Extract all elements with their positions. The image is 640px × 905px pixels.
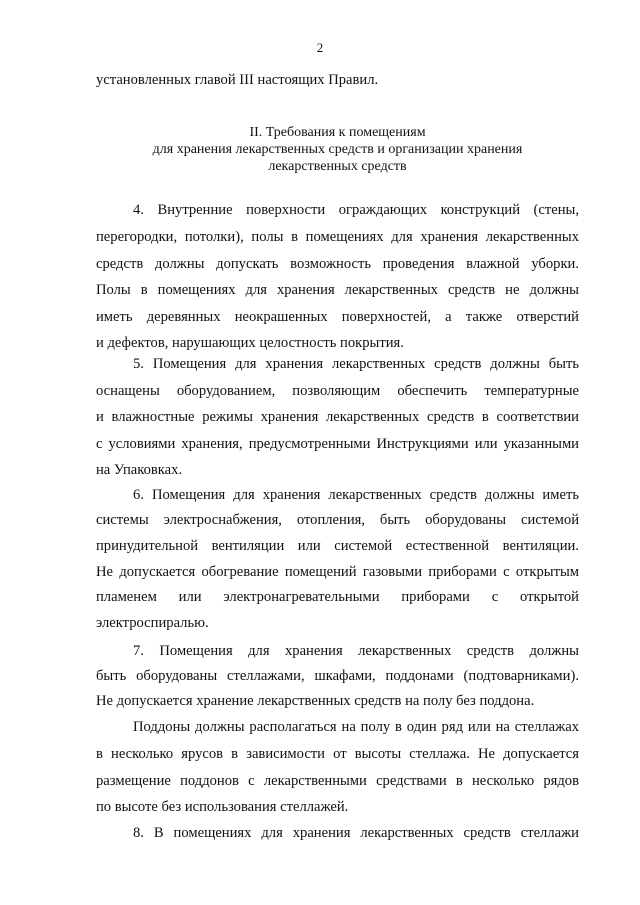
paragraph-8-line: 8. В помещениях для хранения лекарственных средств стеллажи [133,825,579,841]
paragraph-4-line: Полы в помещениях для хранения лекарственных средств не должны [96,282,579,298]
paragraph-5-line: 5. Помещения для хранения лекарственных средств должны быть [133,356,579,372]
paragraph-5-line: с условиями хранения, предусмотренными Инструкциями или указанными [96,436,579,452]
paragraph-5-line: на Упаковках. [96,462,183,478]
paragraph-6-line: принудительной вентиляции или системой естественной вентиляции. [96,538,579,554]
paragraph-6-line: пламенем или электронагревательными приборами с открытой [96,589,579,605]
paragraph-7-line: 7. Помещения для хранения лекарственных средств должны [133,643,579,659]
paragraph-7b-line: в несколько ярусов в зависимости от высоты стеллажа. Не допускается [96,746,579,762]
section-heading-line-2: для хранения лекарственных средств и организации хранения [152,142,523,157]
paragraph-6-line: 6. Помещения для хранения лекарственных средств должны иметь [133,487,579,503]
paragraph-6-line: системы электроснабжения, отопления, быть оборудованы системой [96,512,579,528]
paragraph-6-line: Не допускается обогревание помещений газовыми приборами с открытым [96,564,579,580]
paragraph-4-line: иметь деревянных неокрашенных поверхностей, а также отверстий [96,309,579,325]
paragraph-5-line: и влажностные режимы хранения лекарственных средств в соответствии [96,409,579,425]
paragraph-7b-line: Поддоны должны располагаться на полу в один ряд или на стеллажах [133,719,579,735]
paragraph-4-line: средств должны допускать возможность проведения влажной уборки. [96,256,579,272]
paragraph-7b-line: размещение поддонов с лекарственными средствами в несколько рядов [96,773,579,789]
page-number: 2 [316,40,324,55]
section-heading-line-3: лекарственных средств [268,159,407,174]
paragraph-7b-line: по высоте без использования стеллажей. [96,799,349,815]
paragraph-7-line: быть оборудованы стеллажами, шкафами, поддонами (подтоварниками). [96,668,579,684]
paragraph-6-line: электроспиралью. [96,615,209,631]
paragraph-7-line: Не допускается хранение лекарственных средств на полу без поддона. [96,693,535,709]
intro-line: установленных главой III настоящих Правил. [96,72,379,88]
paragraph-4-line: 4. Внутренние поверхности ограждающих конструкций (стены, [133,202,579,218]
paragraph-5-line: оснащены оборудованием, позволяющим обеспечить температурные [96,383,579,399]
paragraph-4-line: перегородки, потолки), полы в помещениях для хранения лекарственных [96,229,579,245]
section-heading-line-1: II. Требования к помещениям [249,125,426,140]
paragraph-4-line: и дефектов, нарушающих целостность покрытия. [96,335,404,351]
